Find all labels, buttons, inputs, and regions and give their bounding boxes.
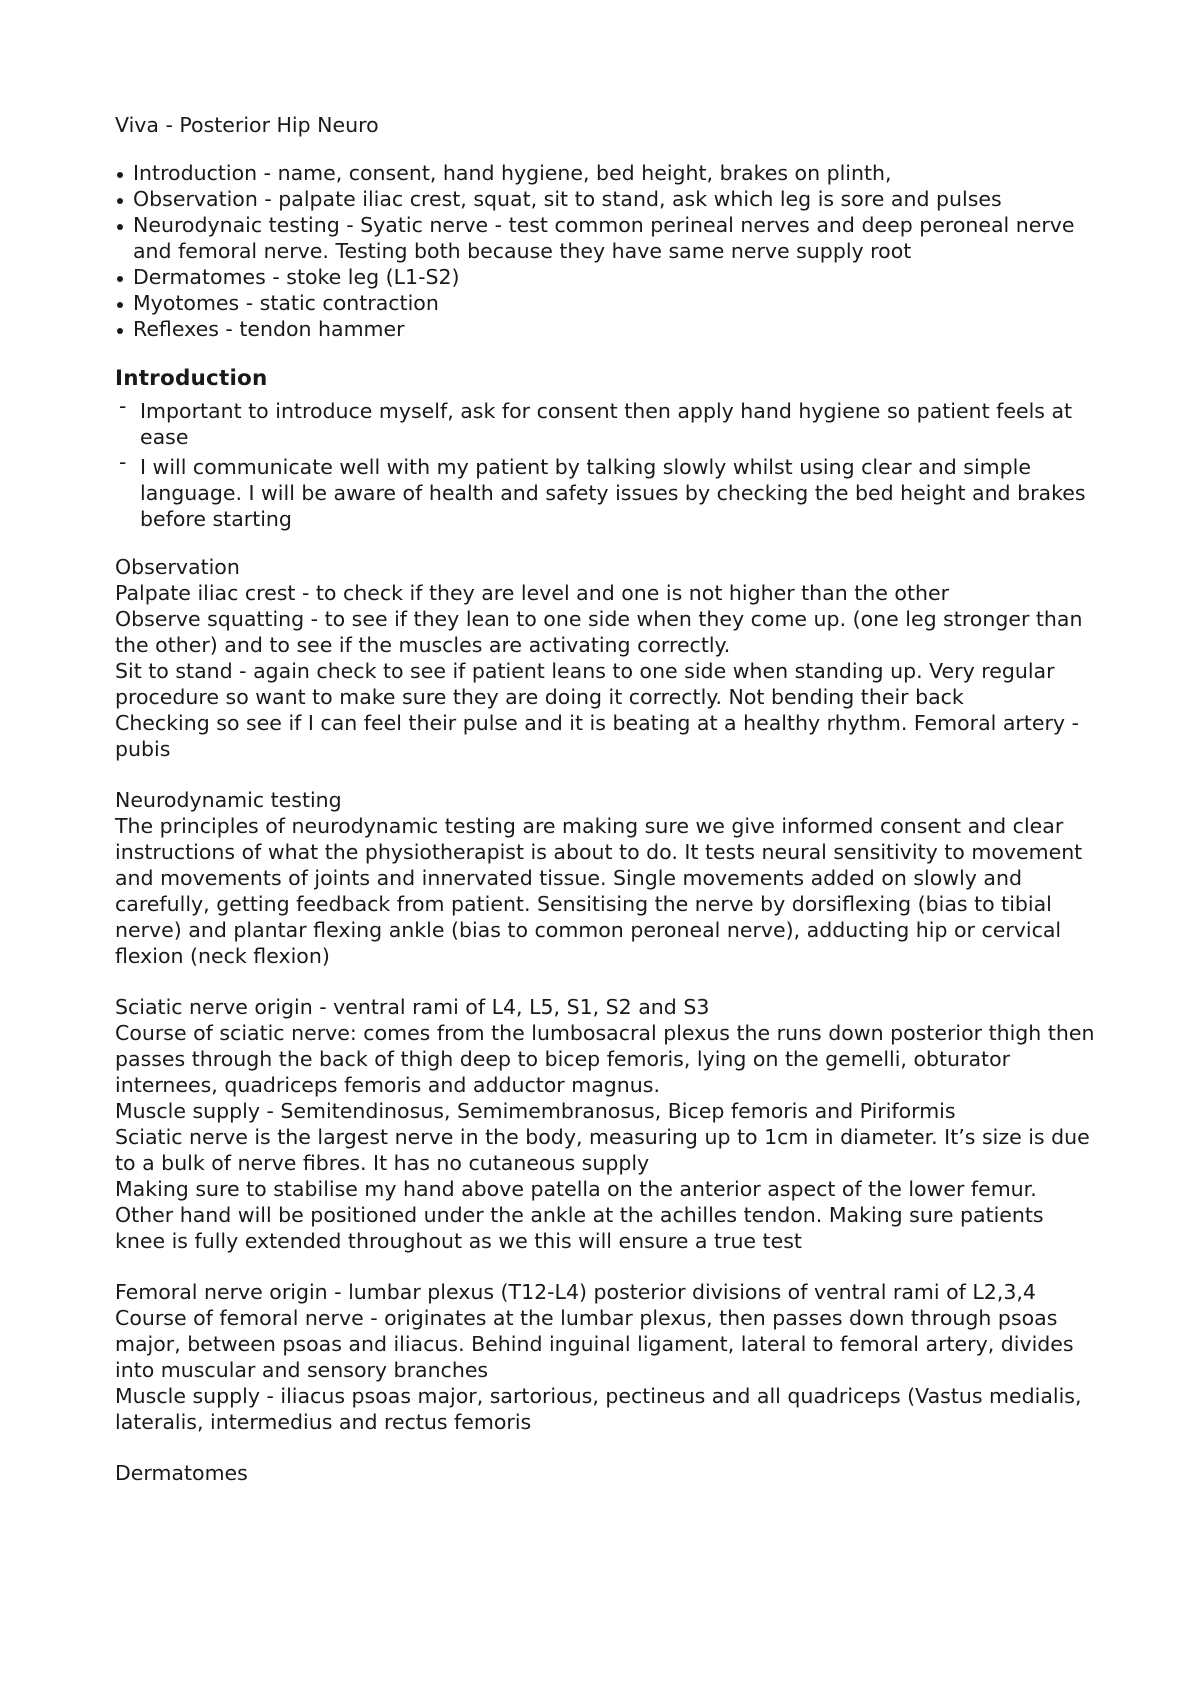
observation-line: Checking so see if I can feel their pulse and it is beating at a healthy rhythm. Femoral artery - pubis [115, 711, 1079, 761]
neurodynamic-heading: Neurodynamic testing [115, 788, 342, 812]
sciatic-section [115, 994, 1100, 1254]
overview-list [115, 160, 1100, 342]
sciatic-line: Sciatic nerve origin - ventral rami of L4, L5, S1, S2 and S3 [115, 995, 710, 1019]
overview-item: Observation - palpate iliac crest, squat, sit to stand, ask which leg is sore and pulses [115, 186, 1100, 212]
femoral-line: Course of femoral nerve - originates at the lumbar plexus, then passes down through psoas major, between psoas and iliacus. Behind inguinal ligament, lateral to femoral artery, divides into muscular and sensory branches [115, 1306, 1074, 1382]
femoral-line: Femoral nerve origin - lumbar plexus (T12-L4) posterior divisions of ventral rami of L2,3,4 [115, 1280, 1036, 1304]
overview-item: Myotomes - static contraction [115, 290, 1100, 316]
sciatic-line: Sciatic nerve is the largest nerve in the body, measuring up to 1cm in diameter. It’s size is due to a bulk of nerve fibres. It has no cutaneous supply [115, 1125, 1090, 1175]
sciatic-line: Course of sciatic nerve: comes from the lumbosacral plexus the runs down posterior thigh then passes through the back of thigh deep to bicep femoris, lying on the gemelli, obturator internees, quadriceps femoris and adductor magnus. [115, 1021, 1095, 1097]
introduction-item: - Important to introduce myself, ask for consent then apply hand hygiene so patient feels at ease [115, 398, 1100, 450]
neurodynamic-line: The principles of neurodynamic testing are making sure we give informed consent and clear instructions of what the physiotherapist is about to do. It tests neural sensitivity to movement and movements of joints and innervated tissue. Single movements added on slowly and carefully, getting feedback from patient. Sensitising the nerve by dorsiflexing (bias to tibial nerve) and plantar flexing ankle (bias to common peroneal nerve), adducting hip or cervical flexion (neck flexion) [115, 814, 1083, 968]
femoral-section [115, 1279, 1100, 1435]
sciatic-line: Making sure to stabilise my hand above patella on the anterior aspect of the lower femur. Other hand will be positioned under the ankle at the achilles tendon. Making sure patients knee is fully extended throughout as we this will ensure a true test [115, 1177, 1044, 1253]
dermatomes-section [115, 1460, 1100, 1486]
introduction-heading: Introduction [115, 366, 268, 391]
overview-item: Neurodynaic testing - Syatic nerve - test common perineal nerves and deep peroneal nerve and femoral nerve. Testing both because they have same nerve supply root [115, 212, 1100, 264]
document-page [115, 112, 1100, 1511]
introduction-item: - I will communicate well with my patient by talking slowly whilst using clear and simple language. I will be aware of health and safety issues by checking the bed height and brakes before starting [115, 454, 1100, 532]
neurodynamic-section [115, 787, 1100, 969]
observation-line: Palpate iliac crest - to check if they are level and one is not higher than the other [115, 581, 950, 605]
observation-line: Sit to stand - again check to see if patient leans to one side when standing up. Very regular procedure so want to make sure they are doing it correctly. Not bending their back [115, 659, 1055, 709]
document-title: Viva - Posterior Hip Neuro [115, 113, 379, 137]
overview-item: Introduction - name, consent, hand hygiene, bed height, brakes on plinth, [115, 160, 1100, 186]
observation-heading: Observation [115, 555, 240, 579]
introduction-list [115, 398, 1100, 532]
observation-section [115, 554, 1100, 762]
sciatic-line: Muscle supply - Semitendinosus, Semimembranosus, Bicep femoris and Piriformis [115, 1099, 956, 1123]
overview-item: Reflexes - tendon hammer [115, 316, 1100, 342]
femoral-line: Muscle supply - iliacus psoas major, sartorious, pectineus and all quadriceps (Vastus medialis, lateralis, intermedius and rectus femoris [115, 1384, 1082, 1434]
overview-item: Dermatomes - stoke leg (L1-S2) [115, 264, 1100, 290]
dermatomes-heading: Dermatomes [115, 1461, 248, 1485]
observation-line: Observe squatting - to see if they lean to one side when they come up. (one leg stronger than the other) and to see if the muscles are activating correctly. [115, 607, 1083, 657]
